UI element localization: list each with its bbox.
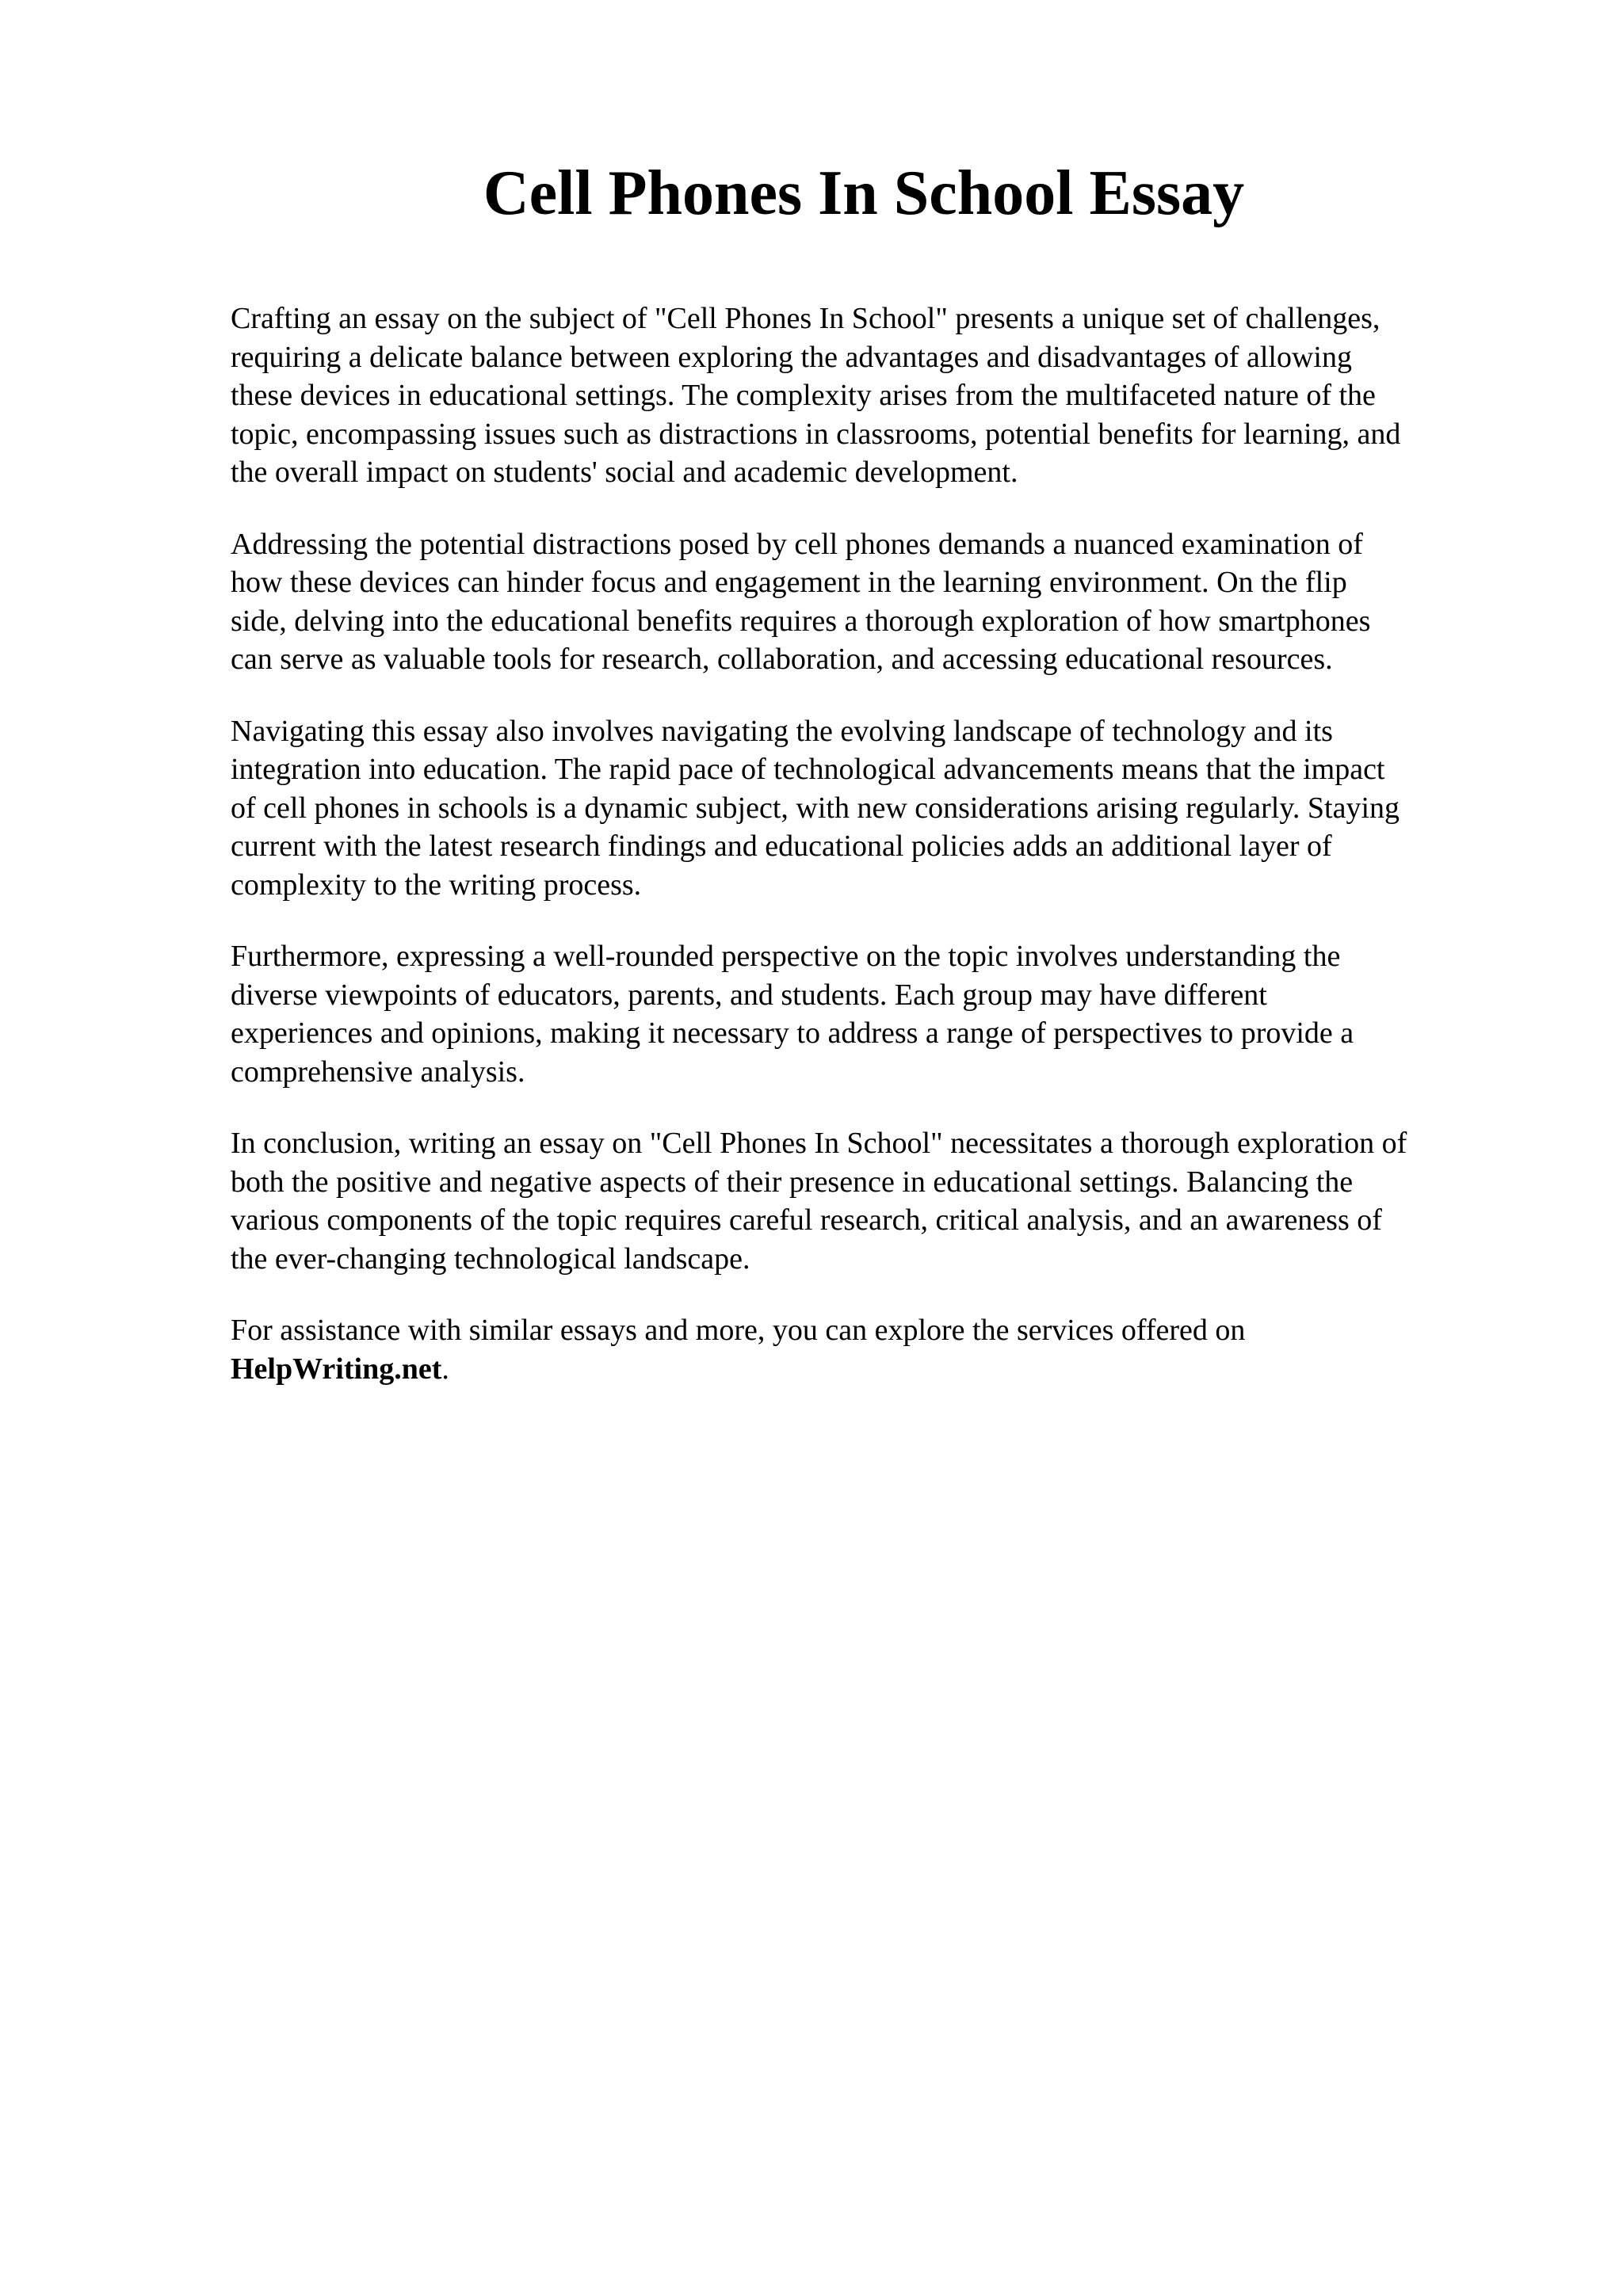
closing-paragraph [231,1311,1546,1388]
paragraph-line: the overall impact on students' social and academic development. [231,456,1018,489]
brand-link[interactable]: HelpWriting.net [231,1352,442,1386]
paragraph-line: of cell phones in schools is a dynamic subject, with new considerations arising regularly. Staying [231,791,1400,825]
paragraph-5 [231,1124,1546,1278]
paragraph-line: topic, encompassing issues such as distractions in classrooms, potential benefits for learning, and [231,417,1401,451]
paragraph-line: how these devices can hinder focus and engagement in the learning environment. On the flip [231,566,1347,599]
paragraph-1 [231,299,1546,492]
paragraph-4 [231,937,1546,1091]
paragraph-line: Furthermore, expressing a well-rounded perspective on the topic involves understanding the [231,940,1341,973]
paragraph-line: requiring a delicate balance between exploring the advantages and disadvantages of allowing [231,340,1352,374]
paragraph-3 [231,712,1546,905]
paragraph-line: In conclusion, writing an essay on "Cell Phones In School" necessitates a thorough exploration of [231,1127,1407,1160]
paragraph-line: current with the latest research findings and educational policies adds an additional layer of [231,830,1332,863]
paragraph-line: can serve as valuable tools for research, collaboration, and accessing educational resources. [231,643,1333,676]
paragraph-line: both the positive and negative aspects of their presence in educational settings. Balancing the [231,1165,1354,1199]
paragraph-line: integration into education. The rapid pace of technological advancements means that the impact [231,753,1385,786]
paragraph-line: comprehensive analysis. [231,1055,525,1089]
paragraph-line: these devices in educational settings. The complexity arises from the multifaceted nature of the [231,379,1376,412]
closing-brand-line [231,1350,1546,1389]
paragraph-line: the ever-changing technological landscape. [231,1241,750,1276]
closing-line: For assistance with similar essays and more, you can explore the services offered on [231,1314,1246,1347]
paragraph-line: Navigating this essay also involves navigating the evolving landscape of technology and its [231,714,1333,748]
paragraph-line: Addressing the potential distractions posed by cell phones demands a nuanced examination of [231,527,1363,561]
essay-body [231,299,1546,1421]
closing-period: . [441,1352,449,1386]
paragraph-2 [231,525,1546,679]
paragraph-line: Crafting an essay on the subject of "Cell Phones In School" presents a unique set of challenges, [231,302,1381,335]
page-title: Cell Phones In School Essay [483,158,1245,228]
paragraph-line: side, delving into the educational benefits requires a thorough exploration of how smartphones [231,604,1371,638]
paragraph-line: various components of the topic requires careful research, critical analysis, and an awareness of [231,1203,1382,1237]
paragraph-line: experiences and opinions, making it necessary to address a range of perspectives to provide a [231,1016,1354,1050]
paragraph-line: complexity to the writing process. [231,868,642,902]
paragraph-line: diverse viewpoints of educators, parents, and students. Each group may have different [231,978,1267,1012]
